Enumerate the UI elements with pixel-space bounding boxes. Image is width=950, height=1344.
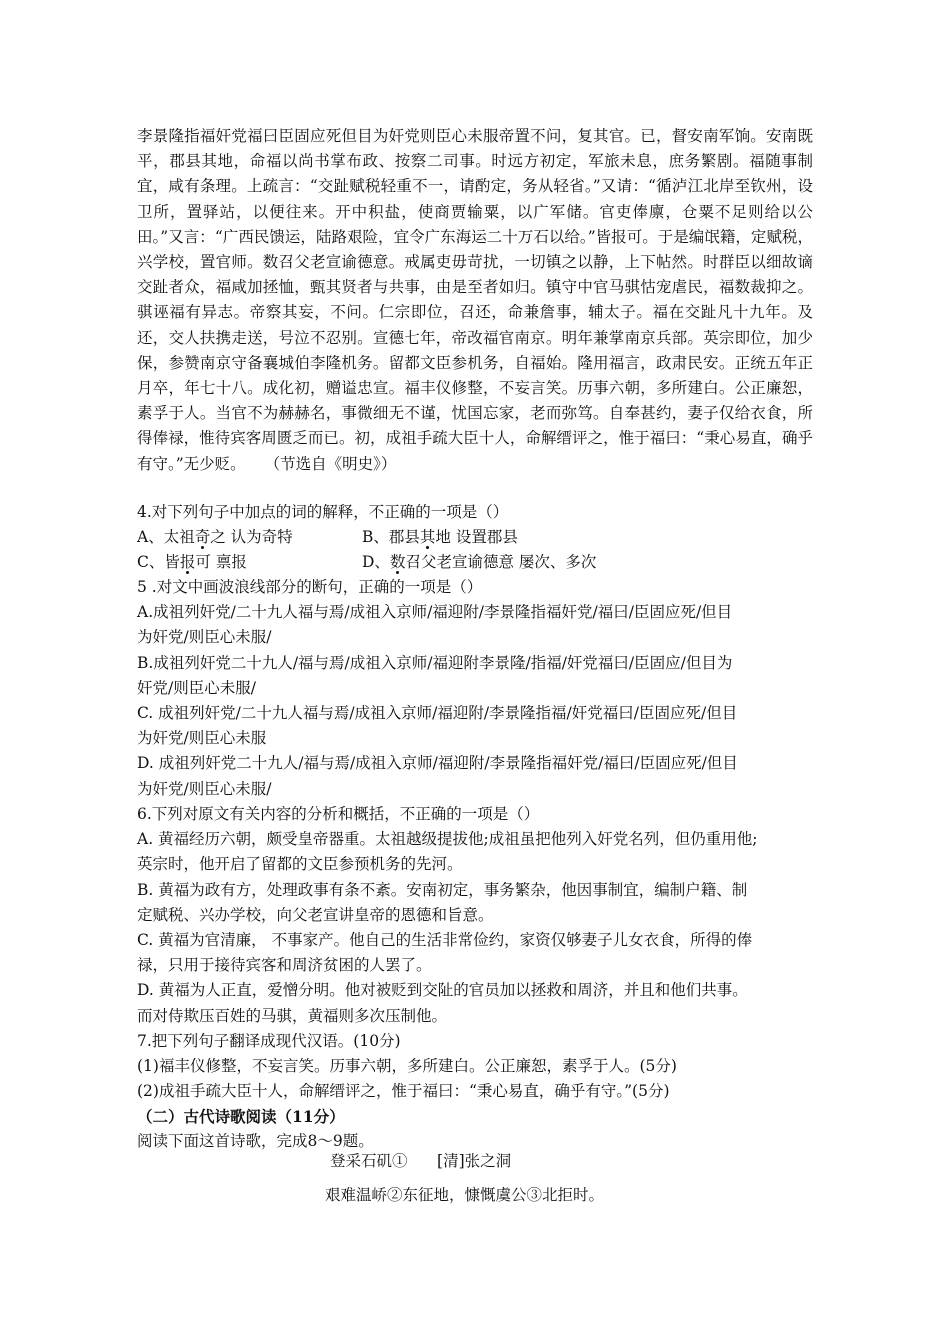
- q6-stem: 6.下列对原文有关内容的分析和概括，不正确的一项是（）: [137, 805, 540, 823]
- q6-option-d-line2: 而对侍欺压百姓的马骐，黄福则多次压制他。: [137, 1006, 448, 1025]
- question-4: [137, 500, 813, 576]
- q7-sentence-1: (1)福丰仪修整，不妄言笑。历事六朝，多所建白。公正廉恕，素孚于人。(5分): [137, 1057, 677, 1076]
- passage-source: （节选自《明史》）: [264, 454, 397, 473]
- q5-option-c-line2: 为奸党/则臣心未服: [137, 729, 267, 748]
- q5-option-d-line2: 为奸党/则臣心未服/: [137, 779, 272, 798]
- passage-body: 李景隆指福奸党福曰臣固应死但目为奸党则臣心未服帝置不问，复其官。已，督安南军饷。安南既平，郡县其地，命福以尚书掌布政、按察二司事。时远方初定，军旅未息，庶务繁剧。福随事制宜，咸有条理。上疏言：“交趾赋税轻重不一，请酌定，务从轻省。”又请：“循泸江北岸至钦州，设卫所，置驿站，以便往来。开中积盐，使商贾输粟，以广军储。官吏俸廪，仓粟不足则给以公田。”又言：“广西民馈运，陆路艰险，宜令广东海运二十万石以给。”皆报可。于是编氓籍，定赋税，兴学校，置官师。数召父老宣谕德意。戒属吏毋苛扰，一切镇之以静，上下帖然。时群臣以细故谪交趾者众，福咸加拯恤，甄其贤者与共事，由是至者如归。镇守中官马骐怙宠虐民，福数裁抑之。骐诬福有异志。帝察其妄，不问。仁宗即位，召还，命兼詹事，辅太子。福在交趾凡十九年。及还，交人扶携走送，号泣不忍别。宣德七年，帝改福官南京。明年兼掌南京兵部。英宗即位，加少保，参赞南京守备襄城伯李隆机务。留都文臣参机务，自福始。隆用福言，政肃民安。正统五年正月卒，年七十八。成化初，赠谥忠宣。福丰仪修整，不妄言笑。历事六朝，多所建白。公正廉恕，素孚于人。当官不为赫赫名，事微细无不谨，忧国忘家，老而弥笃。自奉甚约，妻子仅给衣食，所得俸禄，惟待宾客周匮乏而已。初，成祖手疏大臣十人，命解缙评之，惟于福曰：“秉心易直，确乎有守。”无少贬。: [137, 127, 813, 473]
- q7-sentence-2: (2)成祖手疏大臣十人，命解缙评之，惟于福曰：“秉心易直，确乎有守。”(5分): [137, 1082, 670, 1101]
- passage-text: [137, 124, 813, 477]
- q6-option-a-line1: A. 黄福经历六朝，颇受皇帝器重。太祖越级提拔他;成祖虽把他列入奸党名列，但仍重用他;: [137, 830, 758, 849]
- q6-option-c-line1: C. 黄福为官清廉， 不事家产。他自己的生活非常俭约，家资仅够妻子儿女衣食，所得的俸: [137, 930, 753, 949]
- q6-option-a-line2: 英宗时，他开启了留都的文臣参预机务的先河。: [137, 855, 463, 874]
- q5-option-b-line1: B.成祖列奸党二十九人/福与焉/成祖入京师/福迎附李景隆/指福/奸党福曰/臣固应/但目为: [137, 653, 733, 672]
- q4-stem: 4.对下列句子中加点的词的解释，不正确的一项是（）: [137, 503, 509, 521]
- q6-option-b-line2: 定赋税、兴办学校，向父老宣讲皇帝的恩德和旨意。: [137, 905, 494, 924]
- q5-stem: 5 .对文中画波浪线部分的断句，正确的一项是（）: [137, 578, 483, 596]
- q6-option-b-line1: B. 黄福为政有方，处理政事有条不紊。安南初定，事务繁杂，他因事制宜，编制户籍、制: [137, 880, 748, 899]
- q4-option-a: A、太祖奇之 认为奇特: [137, 528, 293, 547]
- q5-option-a-line2: 为奸党/则臣心未服/: [137, 628, 272, 647]
- question-6: [137, 802, 813, 1029]
- poem-title: 登采石矶① [清]张之洞: [330, 1152, 512, 1170]
- q7-stem: 7.把下列句子翻译成现代汉语。(10分): [137, 1032, 401, 1050]
- q5-option-b-line2: 奸党/则臣心未服/: [137, 678, 256, 697]
- q4-option-d: D、数召父老宣谕德意 屡次、多次: [362, 553, 597, 572]
- q5-option-c-line1: C. 成祖列奸党/二十九人福与焉/成祖入京师/福迎附/李景隆指福/奸党福曰/臣固应死/但目: [137, 703, 738, 722]
- question-7: [137, 1029, 813, 1105]
- q5-option-a-line1: A.成祖列奸党/二十九人福与焉/成祖入京师/福迎附/李景隆指福奸党/福曰/臣固应死/但目: [137, 603, 733, 622]
- poetry-instruction: 阅读下面这首诗歌，完成8～9题。: [137, 1132, 374, 1151]
- q6-option-d-line1: D. 黄福为人正直，爱憎分明。他对被贬到交阯的官员加以拯救和周济，并且和他们共事。: [137, 981, 748, 1000]
- poetry-section: [137, 1104, 813, 1154]
- q6-option-c-line2: 禄，只用于接待宾客和周济贫困的人罢了。: [137, 956, 432, 975]
- question-5: [137, 575, 813, 802]
- q4-option-b: B、郡县其地 设置郡县: [362, 528, 518, 547]
- q4-option-c: C、皆报可 禀报: [137, 553, 247, 572]
- section-heading: （二）古代诗歌阅读（11分）: [137, 1107, 345, 1126]
- poem-line-1: 艰难温峤②东征地，慷慨虞公③北拒时。: [325, 1186, 605, 1204]
- q5-option-d-line1: D. 成祖列奸党二十九人/福与焉/成祖入京师/福迎附/李景隆指福奸党/福曰/臣固应死/但目: [137, 754, 738, 773]
